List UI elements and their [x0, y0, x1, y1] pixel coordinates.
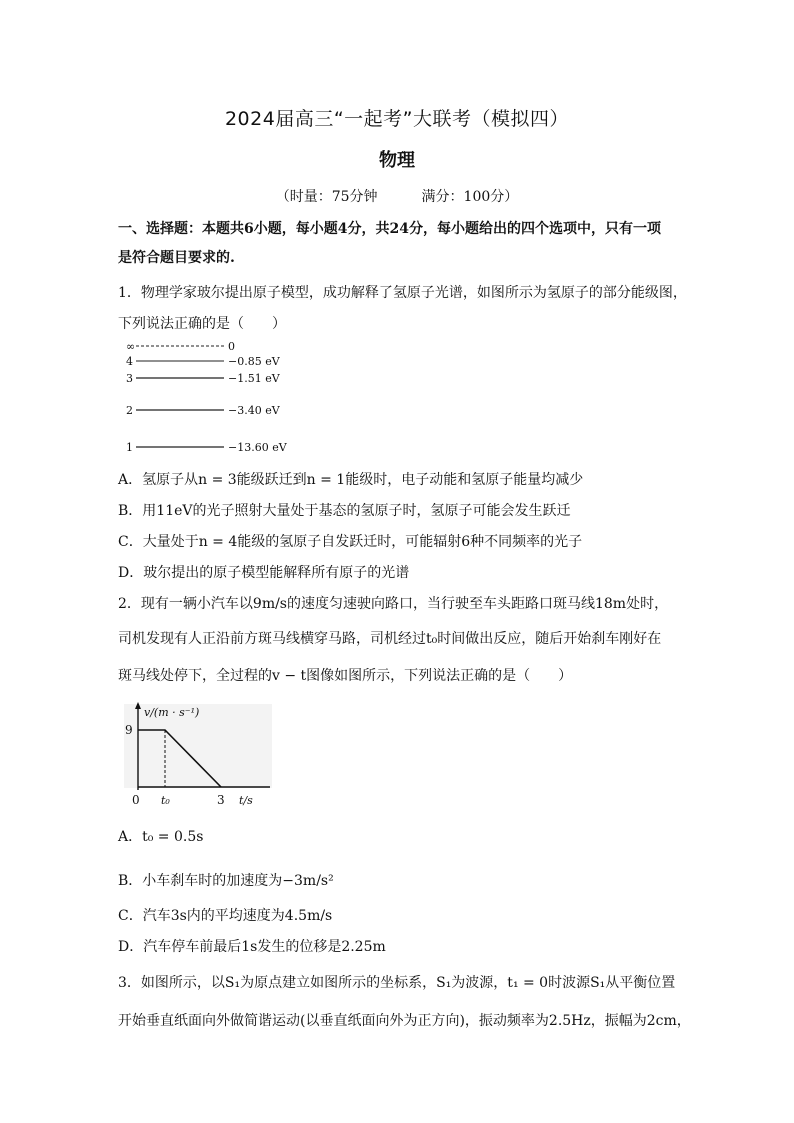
level-n-1: 1 [126, 441, 133, 454]
q2-option-b: B．小车刹车时的加速度为−3m/s² [118, 873, 334, 889]
exam-title: 2024届高三“一起考”大联考（模拟四） [224, 108, 570, 130]
level-e-1: −13.60 eV [228, 441, 287, 454]
q1-option-a: A．氢原子从n = 3能级跃迁到n = 1能级时，电子动能和氢原子能量均减少 [118, 472, 584, 488]
level-n-2: 2 [126, 404, 133, 417]
full-score: 满分：100分） [421, 189, 519, 205]
t-tick-3: 3 [217, 793, 225, 807]
level-e-3: −1.51 eV [228, 372, 280, 385]
v-axis-label: v/(m · s⁻¹) [144, 706, 200, 719]
energy-level-diagram [124, 336, 314, 460]
exam-meta [0, 186, 794, 206]
q3-stem-line1: 3．如图所示，以S₁为原点建立如图所示的坐标系，S₁为波源，t₁ = 0时波源S₁从平衡位置 [118, 975, 676, 991]
q2-option-c: C．汽车3s内的平均速度为4.5m/s [118, 908, 333, 924]
q1-option-c: C．大量处于n = 4能级的氢原子自发跃迁时，可能辐射6种不同频率的光子 [118, 534, 583, 550]
q2-stem-line1: 2．现有一辆小汽车以9m/s的速度匀速驶向路口，当行驶至车头距路口斑马线18m处时， [118, 596, 669, 612]
level-e-4: −0.85 eV [228, 355, 280, 368]
t-axis-label: t/s [239, 794, 253, 807]
level-e-2: −3.40 eV [228, 404, 280, 417]
q2-option-d: D．汽车停车前最后1s发生的位移是2.25m [118, 939, 386, 955]
origin-label: 0 [132, 793, 140, 807]
q3-stem-line2: 开始垂直纸面向外做简谐运动(以垂直纸面向外为正方向)，振动频率为2.5Hz，振幅为2cm， [118, 1013, 691, 1029]
subject-title: 物理 [379, 150, 415, 171]
q2-stem-line2: 司机发现有人正沿前方斑马线横穿马路，司机经过t₀时间做出反应，随后开始刹车刚好在 [118, 631, 662, 647]
level-n-3: 3 [126, 372, 133, 385]
t0-label: t₀ [161, 794, 170, 807]
section-instructions-line1: 一、选择题：本题共6小题，每小题4分，共24分，每小题给出的四个选项中，只有一项 [118, 221, 661, 237]
time-limit: （时量：75分钟 [275, 189, 378, 205]
level-n-4: 4 [126, 355, 133, 368]
vt-graph [118, 700, 278, 810]
q2-stem-line3: 斑马线处停下，全过程的v − t图像如图所示，下列说法正确的是（ ） [118, 668, 573, 684]
q1-stem-line1: 1．物理学家玻尔提出原子模型，成功解释了氢原子光谱，如图所示为氢原子的部分能级图， [118, 285, 687, 301]
v-tick-9: 9 [125, 723, 133, 737]
level-n-inf: ∞ [126, 340, 136, 353]
q1-option-d: D．玻尔提出的原子模型能解释所有原子的光谱 [118, 565, 410, 581]
level-e-inf: 0 [228, 340, 235, 353]
q1-stem-line2: 下列说法正确的是（ ） [118, 316, 286, 332]
section-instructions-line2: 是符合题目要求的. [118, 250, 235, 266]
q1-option-b: B．用11eV的光子照射大量处于基态的氢原子时，氢原子可能会发生跃迁 [118, 503, 571, 519]
q2-option-a: A．t₀ = 0.5s [118, 829, 204, 845]
